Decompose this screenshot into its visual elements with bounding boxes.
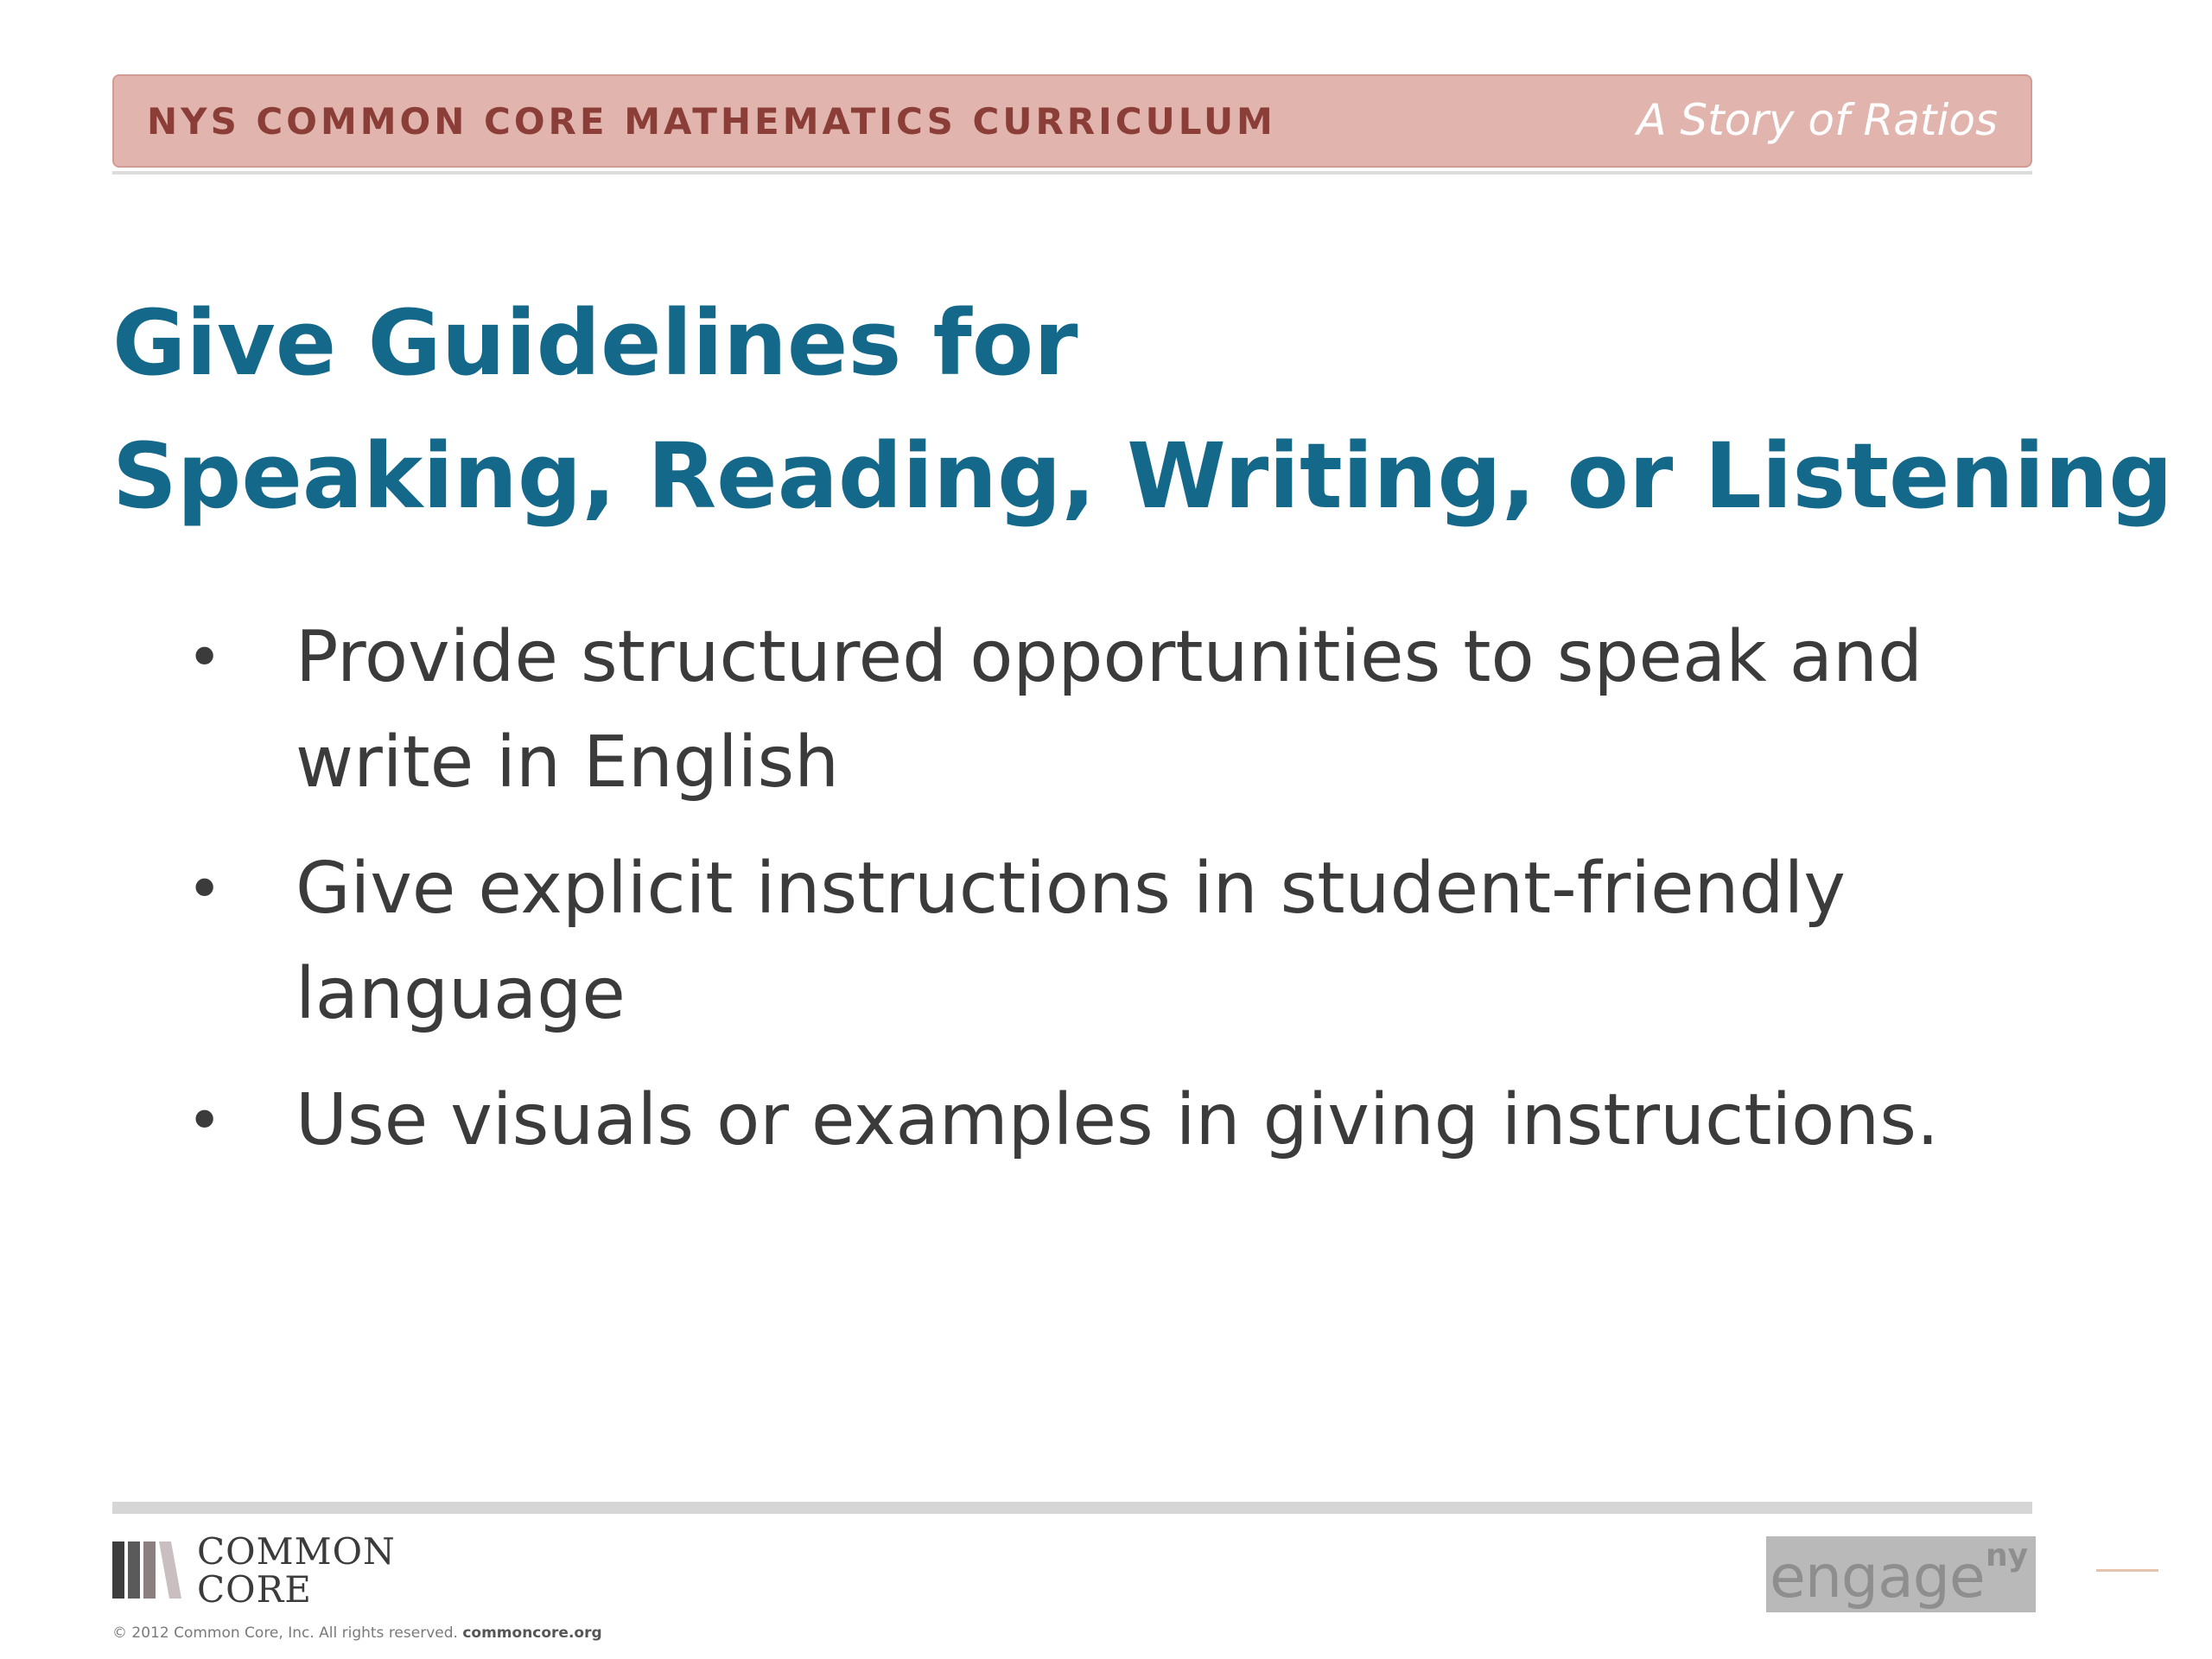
decorative-dash	[2096, 1569, 2158, 1572]
slide-title-line-1: Give Guidelines for	[112, 290, 1078, 396]
copyright-notice	[112, 1624, 602, 1642]
bullet-item	[173, 836, 1987, 1047]
slide-title	[112, 276, 2173, 543]
copyright-text: © 2012 Common Core, Inc. All rights reserved.	[112, 1624, 458, 1642]
bullet-icon: •	[187, 1085, 223, 1156]
curriculum-label: NYS COMMON CORE MATHEMATICS CURRICULUM	[147, 100, 1276, 143]
website-link[interactable]: commoncore.org	[462, 1624, 602, 1642]
common-core-wordmark	[197, 1530, 396, 1611]
header-banner	[112, 74, 2032, 168]
bullet-text: Use visuals or examples in giving instructions.	[296, 1079, 1940, 1161]
slide-title-line-2: Speaking, Reading, Writing, or Listening	[112, 423, 2173, 529]
bullet-item	[173, 605, 1987, 816]
wordmark-line-2: CORE	[197, 1568, 312, 1611]
wordmark-line-1: COMMON	[197, 1530, 396, 1573]
bullet-text: Provide structured opportunities to speak and write in English	[296, 616, 1923, 804]
engage-superscript: ny	[1986, 1538, 2029, 1573]
bullet-text: Give explicit instructions in student-friendly language	[296, 848, 1846, 1035]
module-label: A Story of Ratios	[1637, 95, 1998, 145]
engage-ny-logo	[1766, 1536, 2036, 1612]
footer-divider	[112, 1502, 2032, 1514]
bullet-list	[173, 605, 1987, 1194]
bullet-icon: •	[187, 854, 223, 925]
engage-word: engage	[1770, 1543, 1985, 1611]
bullet-item	[173, 1068, 1987, 1173]
header-divider	[112, 171, 2032, 175]
bullet-icon: •	[187, 622, 223, 693]
common-core-logo-icon	[112, 1540, 181, 1600]
